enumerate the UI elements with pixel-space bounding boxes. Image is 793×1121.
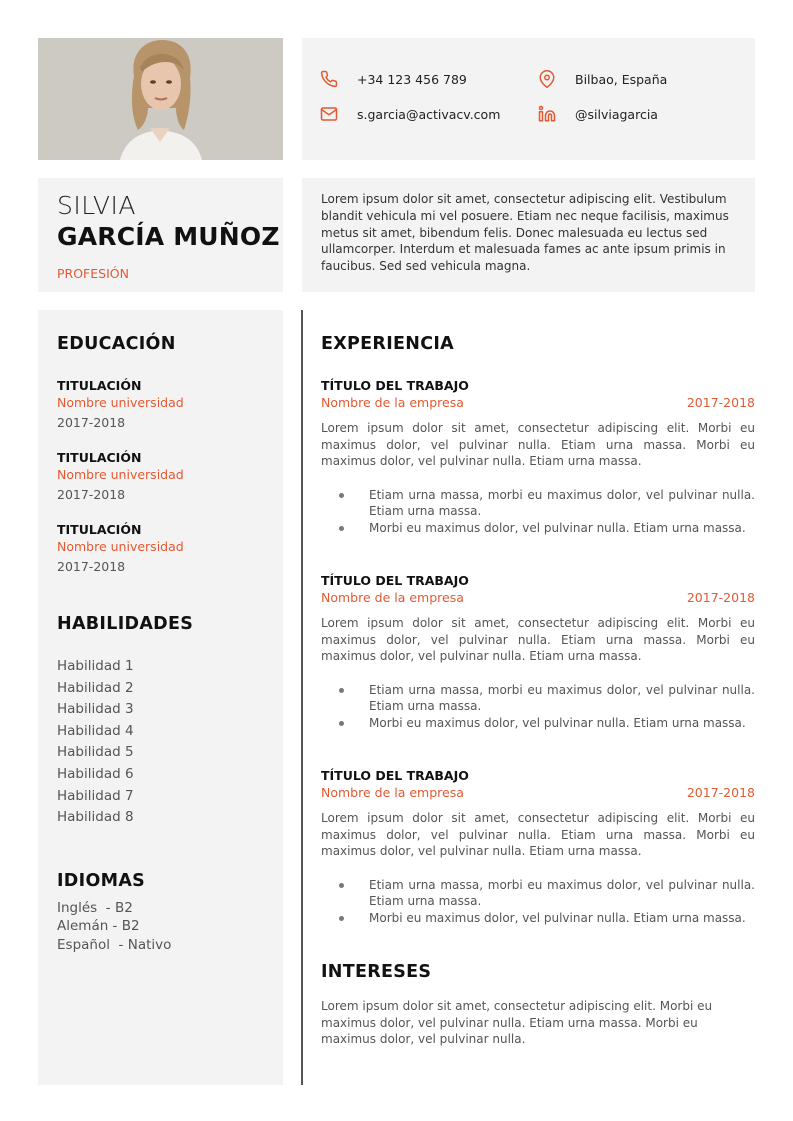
mail-icon xyxy=(319,104,339,124)
edu-university: Nombre universidad xyxy=(57,395,184,410)
edu-university: Nombre universidad xyxy=(57,467,184,482)
education-item xyxy=(57,522,264,574)
language-item: Alemán - B2 xyxy=(57,918,140,935)
job-bullets xyxy=(321,487,755,537)
job-bullet: Etiam urna massa, morbi eu maximus dolor, vel pulvinar nulla. Etiam urna massa. xyxy=(321,682,755,715)
location-pin-icon xyxy=(537,69,557,89)
interests-title: INTERESES xyxy=(321,962,432,982)
skill-item: Habilidad 4 xyxy=(57,722,134,739)
column-divider xyxy=(301,310,303,1085)
skill-item: Habilidad 6 xyxy=(57,765,134,782)
contact-linkedin[interactable] xyxy=(537,104,658,124)
skills-list xyxy=(57,656,264,829)
job-bullets xyxy=(321,682,755,732)
job-meta xyxy=(321,590,755,605)
job-years: 2017-2018 xyxy=(686,590,755,605)
job-bullet: Etiam urna massa, morbi eu maximus dolor, vel pulvinar nulla. Etiam urna massa. xyxy=(321,877,755,910)
interests-text: Lorem ipsum dolor sit amet, consectetur adipiscing elit. Morbi eu maximus dolor, vel pulvinar nulla. Etiam urna massa. Morbi eu maximus dolor, vel pulvinar nulla. xyxy=(321,999,713,1046)
skill-item: Habilidad 3 xyxy=(57,701,134,718)
job-company: Nombre de la empresa xyxy=(321,395,464,410)
contact-location xyxy=(537,69,667,89)
job-meta xyxy=(321,785,755,800)
job-meta xyxy=(321,395,755,410)
summary-text: Lorem ipsum dolor sit amet, consectetur adipiscing elit. Vestibulum blandit vehicula mi vel posuere. Etiam nec neque facilisis, maximus metus sit amet, bibendum felis. Donec malesuada eu lectus sed ullamcorper. Interdum et malesuada fames ac ante ipsum primis in faucibus. Sed sed vehicula magna. xyxy=(321,192,729,274)
profession: PROFESIÓN xyxy=(57,266,129,281)
job-entry xyxy=(321,378,755,536)
language-item: Español - Nativo xyxy=(57,936,172,953)
job-title: TÍTULO DEL TRABAJO xyxy=(321,768,469,783)
skill-item: Habilidad 7 xyxy=(57,787,134,804)
job-company: Nombre de la empresa xyxy=(321,590,464,605)
job-company: Nombre de la empresa xyxy=(321,785,464,800)
education-item xyxy=(57,450,264,502)
name-panel xyxy=(38,178,283,292)
job-description: Lorem ipsum dolor sit amet, consectetur adipiscing elit. Morbi eu maximus dolor, vel pulvinar nulla. Etiam urna massa. Morbi eu maximus dolor, vel pulvinar nulla. Etiam urna massa. xyxy=(321,616,755,663)
skill-item: Habilidad 8 xyxy=(57,809,134,826)
job-bullet: Morbi eu maximus dolor, vel pulvinar nulla. Etiam urna massa. xyxy=(321,910,755,927)
job-bullet: Etiam urna massa, morbi eu maximus dolor, vel pulvinar nulla. Etiam urna massa. xyxy=(321,487,755,520)
summary-panel xyxy=(302,178,755,292)
edu-degree: TITULACIÓN xyxy=(57,522,142,537)
email-text: s.garcia@activacv.com xyxy=(357,106,501,122)
contact-email[interactable] xyxy=(319,104,500,124)
contact-phone[interactable] xyxy=(319,69,467,89)
edu-degree: TITULACIÓN xyxy=(57,378,142,393)
job-entry xyxy=(321,573,755,731)
linkedin-text: @silviagarcia xyxy=(575,106,658,122)
skill-item: Habilidad 5 xyxy=(57,744,134,761)
edu-university: Nombre universidad xyxy=(57,539,184,554)
edu-years: 2017-2018 xyxy=(57,487,126,502)
job-description: Lorem ipsum dolor sit amet, consectetur adipiscing elit. Morbi eu maximus dolor, vel pulvinar nulla. Etiam urna massa. Morbi eu maximus dolor, vel pulvinar nulla. Etiam urna massa. xyxy=(321,421,755,468)
profile-photo xyxy=(38,38,283,160)
languages-title: IDIOMAS xyxy=(57,870,146,891)
education-item xyxy=(57,378,264,430)
skill-item: Habilidad 2 xyxy=(57,679,134,696)
job-description: Lorem ipsum dolor sit amet, consectetur adipiscing elit. Morbi eu maximus dolor, vel pulvinar nulla. Etiam urna massa. Morbi eu maximus dolor, vel pulvinar nulla. Etiam urna massa. xyxy=(321,811,755,858)
phone-icon xyxy=(319,69,339,89)
first-name: SILVIA xyxy=(57,191,137,220)
location-text: Bilbao, España xyxy=(575,71,668,87)
education-list xyxy=(57,378,264,574)
left-column xyxy=(38,310,283,1085)
experience-title: EXPERIENCIA xyxy=(321,334,455,354)
last-name: GARCÍA MUÑOZ xyxy=(57,222,280,251)
education-title: EDUCACIÓN xyxy=(57,334,176,354)
job-title: TÍTULO DEL TRABAJO xyxy=(321,573,469,588)
job-bullets xyxy=(321,877,755,927)
job-title: TÍTULO DEL TRABAJO xyxy=(321,378,469,393)
phone-text: +34 123 456 789 xyxy=(357,71,467,87)
job-bullet: Morbi eu maximus dolor, vel pulvinar nulla. Etiam urna massa. xyxy=(321,715,755,732)
edu-degree: TITULACIÓN xyxy=(57,450,142,465)
job-entry xyxy=(321,768,755,926)
right-column xyxy=(321,310,755,1048)
skill-item: Habilidad 1 xyxy=(57,658,134,674)
job-years: 2017-2018 xyxy=(686,785,755,800)
language-item: Inglés - B2 xyxy=(57,899,133,916)
skills-title: HABILIDADES xyxy=(57,614,194,634)
languages-list xyxy=(57,899,264,955)
edu-years: 2017-2018 xyxy=(57,559,126,574)
job-years: 2017-2018 xyxy=(686,395,755,410)
edu-years: 2017-2018 xyxy=(57,415,126,430)
portrait-illustration xyxy=(38,38,283,160)
linkedin-icon xyxy=(537,104,557,124)
contact-panel xyxy=(302,38,755,160)
job-bullet: Morbi eu maximus dolor, vel pulvinar nulla. Etiam urna massa. xyxy=(321,520,755,537)
